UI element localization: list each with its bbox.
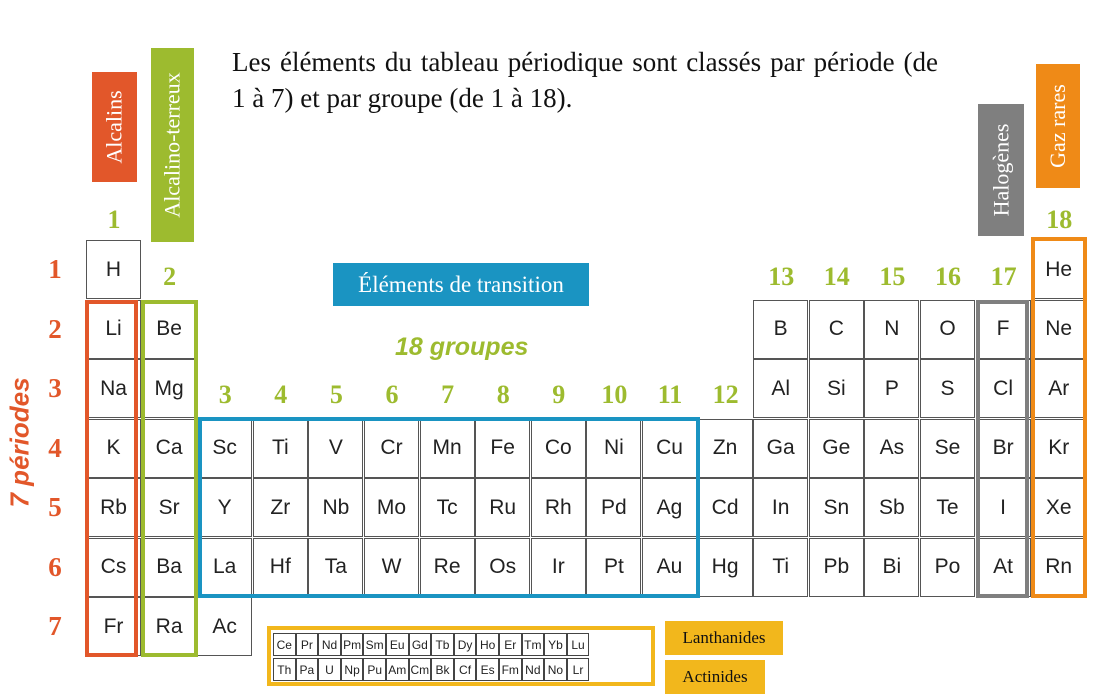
element-cell-as: As — [864, 419, 919, 478]
group-number-1: 1 — [107, 205, 121, 234]
alkaline-earth-label — [151, 48, 194, 242]
element-cell-xe: Xe — [1031, 478, 1086, 537]
element-cell-ir: Ir — [531, 538, 586, 597]
group-number-18: 18 — [1046, 205, 1073, 234]
actinide-cell-pu: Pu — [363, 658, 386, 681]
element-cell-co: Co — [531, 419, 586, 478]
element-cell-ra: Ra — [142, 597, 197, 656]
element-cell-hg: Hg — [698, 538, 753, 597]
group-number-14: 14 — [823, 262, 850, 291]
element-cell-os: Os — [475, 538, 530, 597]
actinide-cell-th: Th — [273, 658, 296, 681]
group-number-13: 13 — [768, 262, 795, 291]
lanthanide-cell-pm: Pm — [341, 633, 364, 656]
group-number-2: 2 — [163, 262, 177, 291]
element-cell-rn: Rn — [1031, 538, 1086, 597]
element-cell-se: Se — [920, 419, 975, 478]
noble-gases-label — [1036, 64, 1080, 188]
element-cell-hf: Hf — [253, 538, 308, 597]
actinide-cell-u: U — [318, 658, 341, 681]
element-cell-bi: Bi — [864, 538, 919, 597]
element-cell-po: Po — [920, 538, 975, 597]
lanthanide-cell-tm: Tm — [522, 633, 545, 656]
element-cell-tc: Tc — [420, 478, 475, 537]
actinide-row — [273, 658, 589, 681]
lanthanide-cell-nd: Nd — [318, 633, 341, 656]
period-number-6: 6 — [48, 551, 62, 582]
noble-gases-label-text: Gaz rares — [1045, 84, 1071, 168]
element-cell-n: N — [864, 300, 919, 359]
element-cell-cr: Cr — [364, 419, 419, 478]
actinide-cell-bk: Bk — [431, 658, 454, 681]
lanthanide-cell-sm: Sm — [363, 633, 386, 656]
element-cell-o: O — [920, 300, 975, 359]
alkaline-earth-label-text: Alcalino-terreux — [159, 72, 185, 218]
element-cell-ge: Ge — [809, 419, 864, 478]
element-cell-cd: Cd — [698, 478, 753, 537]
group-number-17: 17 — [990, 262, 1017, 291]
lanthanide-row — [273, 633, 589, 656]
period-number-1: 1 — [48, 254, 62, 284]
alkali-label-text: Alcalins — [101, 90, 127, 164]
element-cell-p: P — [864, 359, 919, 418]
group-number-11: 11 — [657, 380, 683, 409]
lanthanide-cell-er: Er — [499, 633, 522, 656]
element-cell-fr: Fr — [86, 597, 141, 656]
element-cell-sc: Sc — [197, 419, 252, 478]
lanthanide-cell-tb: Tb — [431, 633, 454, 656]
element-cell-cu: Cu — [642, 419, 697, 478]
element-cell-li: Li — [86, 300, 141, 359]
element-cell-au: Au — [642, 538, 697, 597]
element-cell-ru: Ru — [475, 478, 530, 537]
alkali-label — [92, 72, 137, 182]
element-cell-na: Na — [86, 359, 141, 418]
lanthanide-cell-lu: Lu — [567, 633, 590, 656]
element-cell-ti: Ti — [253, 419, 308, 478]
element-cell-al: Al — [753, 359, 808, 418]
element-cell-y: Y — [197, 478, 252, 537]
groups-count-annotation: 18 groupes — [395, 333, 529, 361]
period-number-4: 4 — [48, 432, 62, 463]
element-cell-c: C — [809, 300, 864, 359]
element-cell-ta: Ta — [308, 538, 363, 597]
element-cell-rh: Rh — [531, 478, 586, 537]
actinide-cell-fm: Fm — [499, 658, 522, 681]
group-number-3: 3 — [218, 380, 232, 409]
group-number-10: 10 — [601, 380, 628, 409]
group-number-6: 6 — [385, 380, 399, 409]
lanthanides-tag: Lanthanides — [665, 621, 783, 655]
element-cell-ne: Ne — [1031, 300, 1086, 359]
actinide-cell-cm: Cm — [409, 658, 432, 681]
element-cell-mg: Mg — [142, 359, 197, 418]
element-cell-pt: Pt — [586, 538, 641, 597]
element-cell-ni: Ni — [586, 419, 641, 478]
element-cell-w: W — [364, 538, 419, 597]
element-cell-rb: Rb — [86, 478, 141, 537]
actinide-cell-np: Np — [341, 658, 364, 681]
halogens-label — [978, 104, 1024, 236]
element-cell-v: V — [308, 419, 363, 478]
element-cell-b: B — [753, 300, 808, 359]
element-cell-br: Br — [976, 419, 1031, 478]
period-number-7: 7 — [48, 611, 62, 641]
actinide-cell-pa: Pa — [296, 658, 319, 681]
element-cell-f: F — [976, 300, 1031, 359]
periods-count-annotation: 7 périodes — [4, 377, 35, 508]
lanthanide-cell-pr: Pr — [296, 633, 319, 656]
element-cell-fe: Fe — [475, 419, 530, 478]
element-cell-ar: Ar — [1031, 359, 1086, 418]
element-cell-si: Si — [809, 359, 864, 418]
lanthanide-cell-eu: Eu — [386, 633, 409, 656]
element-cell-ac: Ac — [197, 597, 252, 656]
group-number-15: 15 — [879, 262, 906, 291]
lanthanide-cell-ho: Ho — [476, 633, 499, 656]
group-number-9: 9 — [552, 380, 566, 409]
element-cell-sb: Sb — [864, 478, 919, 537]
element-cell-sn: Sn — [809, 478, 864, 537]
element-cell-mn: Mn — [420, 419, 475, 478]
lanthanide-cell-yb: Yb — [544, 633, 567, 656]
halogens-label-text: Halogènes — [988, 123, 1014, 217]
actinides-tag: Actinides — [665, 660, 765, 694]
period-number-2: 2 — [48, 313, 62, 344]
lanthanide-cell-dy: Dy — [454, 633, 477, 656]
lanthanide-cell-gd: Gd — [409, 633, 432, 656]
element-cell-pb: Pb — [809, 538, 864, 597]
actinide-cell-lr: Lr — [567, 658, 590, 681]
element-cell-s: S — [920, 359, 975, 418]
element-cell-ga: Ga — [753, 419, 808, 478]
actinide-cell-cf: Cf — [454, 658, 477, 681]
element-cell-la: La — [197, 538, 252, 597]
element-cell-ca: Ca — [142, 419, 197, 478]
element-cell-re: Re — [420, 538, 475, 597]
element-cell-nb: Nb — [308, 478, 363, 537]
element-cell-cl: Cl — [976, 359, 1031, 418]
period-number-3: 3 — [48, 373, 62, 403]
element-cell-sr: Sr — [142, 478, 197, 537]
actinide-cell-am: Am — [386, 658, 409, 681]
element-cell-zn: Zn — [698, 419, 753, 478]
element-cell-be: Be — [142, 300, 197, 359]
element-cell-h: H — [86, 240, 141, 299]
element-cell-zr: Zr — [253, 478, 308, 537]
actinide-cell-no: No — [544, 658, 567, 681]
group-number-5: 5 — [329, 380, 343, 409]
intro-text: Les éléments du tableau périodique sont classés par période (de 1 à 7) et par groupe (de 1 à 18). — [232, 47, 938, 113]
group-number-4: 4 — [274, 380, 288, 409]
group-number-8: 8 — [496, 380, 510, 409]
group-number-12: 12 — [712, 380, 739, 409]
element-cell-ba: Ba — [142, 538, 197, 597]
element-cell-ag: Ag — [642, 478, 697, 537]
element-cell-te: Te — [920, 478, 975, 537]
group-number-7: 7 — [441, 380, 455, 409]
lanthanide-cell-ce: Ce — [273, 633, 296, 656]
period-number-5: 5 — [48, 492, 62, 522]
actinide-cell-es: Es — [476, 658, 499, 681]
group-number-16: 16 — [935, 262, 961, 291]
element-cell-k: K — [86, 419, 141, 478]
element-cell-i: I — [976, 478, 1031, 537]
element-cell-in: In — [753, 478, 808, 537]
element-cell-at: At — [976, 538, 1031, 597]
element-cell-cs: Cs — [86, 538, 141, 597]
element-cell-ti: Ti — [753, 538, 808, 597]
element-cell-he: He — [1031, 240, 1086, 299]
element-cell-mo: Mo — [364, 478, 419, 537]
actinide-cell-nd: Nd — [522, 658, 545, 681]
element-cell-pd: Pd — [586, 478, 641, 537]
f-block-box — [267, 626, 655, 686]
element-cell-kr: Kr — [1031, 419, 1086, 478]
transition-elements-label: Éléments de transition — [333, 263, 589, 306]
